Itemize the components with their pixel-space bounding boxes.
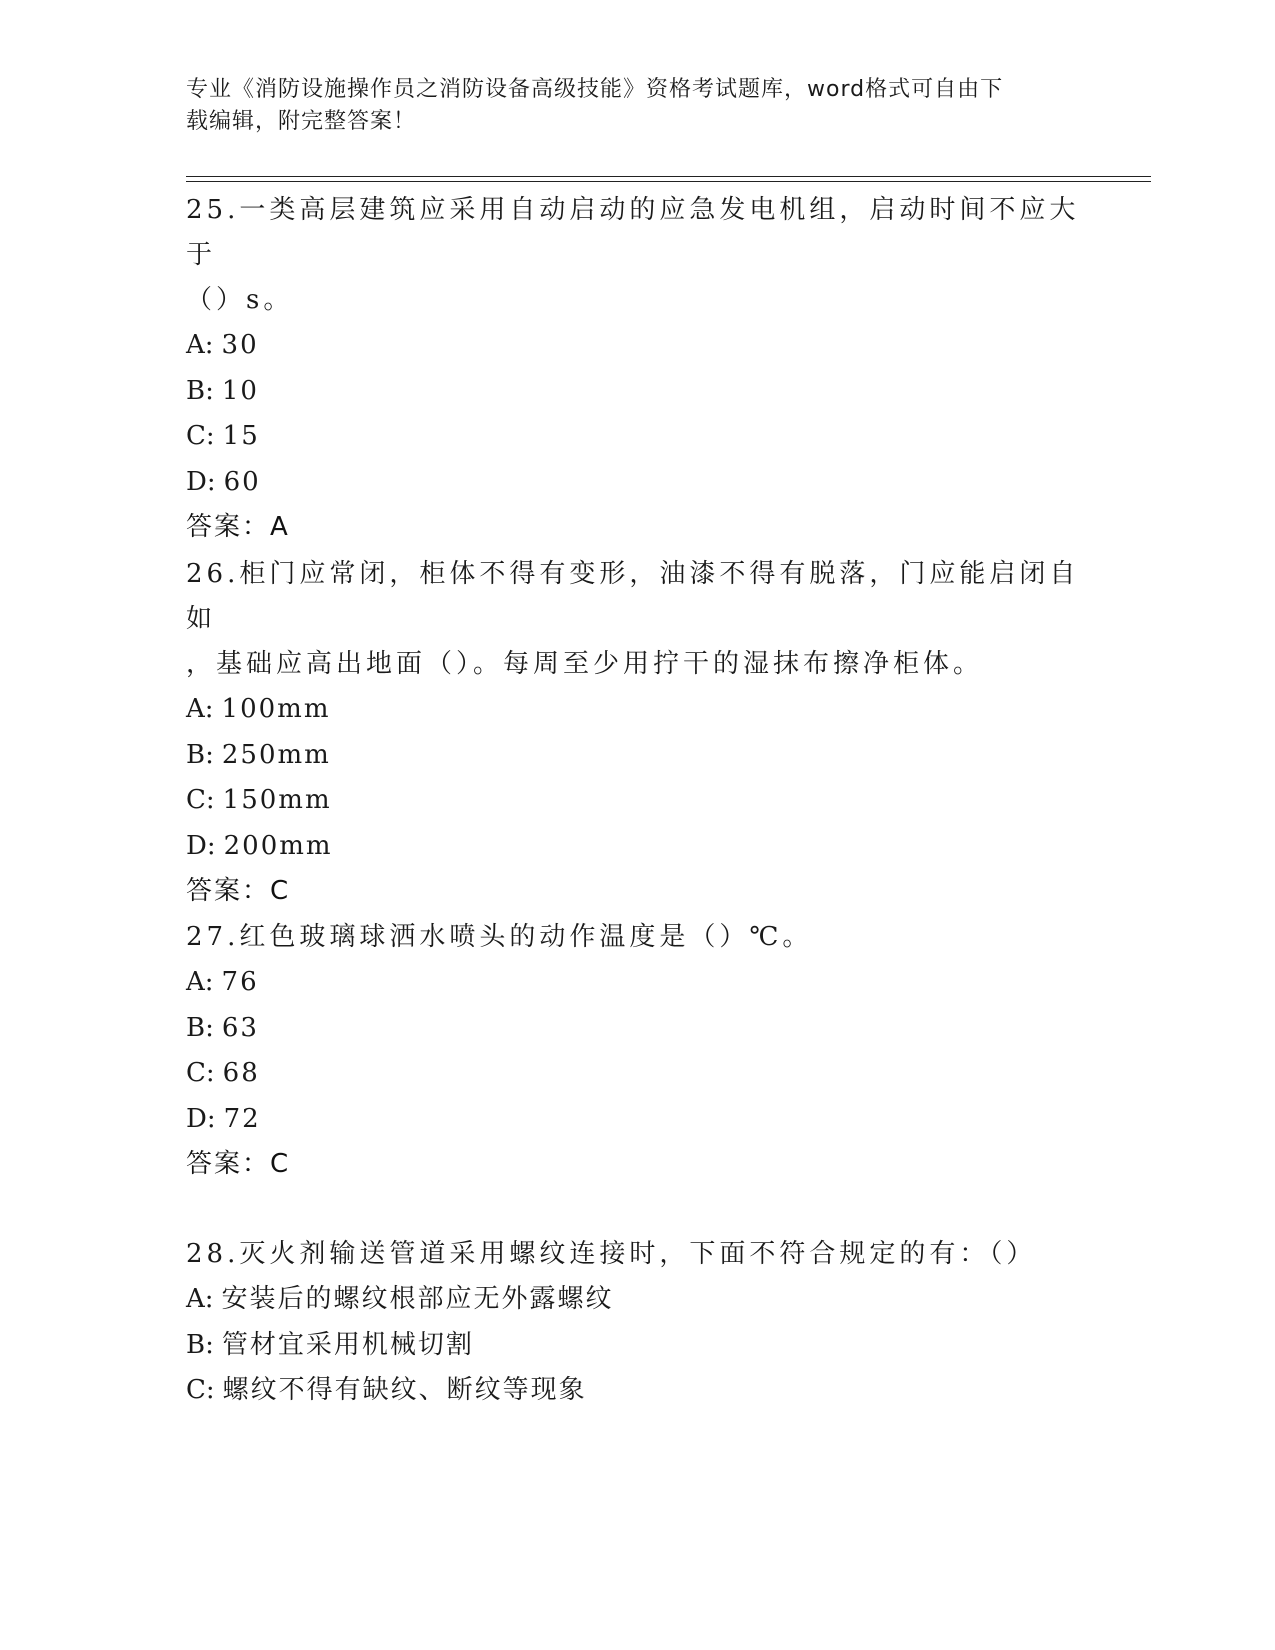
option-letter: D xyxy=(186,466,207,497)
header-divider-bottom xyxy=(186,181,1151,182)
option-d xyxy=(186,460,1086,506)
header-divider-top xyxy=(186,176,1151,177)
option-text: 10 xyxy=(221,375,259,406)
option-c xyxy=(186,1051,1086,1097)
option-b xyxy=(186,1006,1086,1052)
question-text-line-1: 25.一类高层建筑应采用自动启动的应急发电机组，启动时间不应大于 xyxy=(186,195,1080,270)
option-separator: : xyxy=(205,375,216,406)
option-separator: : xyxy=(206,466,218,497)
option-text: 63 xyxy=(221,1012,259,1043)
option-text: 150mm xyxy=(222,785,332,815)
option-separator: : xyxy=(205,785,217,815)
option-text: 30 xyxy=(221,330,259,360)
option-separator: : xyxy=(205,1058,217,1088)
question-26 xyxy=(186,552,1086,914)
option-separator: : xyxy=(204,1284,216,1314)
answer-line: 答案：C xyxy=(186,1149,291,1179)
option-c xyxy=(186,414,1086,460)
option-separator: : xyxy=(206,830,218,861)
option-letter: B xyxy=(186,1329,206,1360)
option-text: 72 xyxy=(223,1103,261,1134)
question-text-line-1: 26.柜门应常闭，柜体不得有变形，油漆不得有脱落，门应能启闭自如 xyxy=(186,559,1080,634)
option-text: 15 xyxy=(222,421,260,451)
option-letter: B xyxy=(186,739,206,770)
document-header xyxy=(186,74,1076,138)
option-a xyxy=(186,687,1086,733)
option-text: 200mm xyxy=(223,830,333,861)
option-letter: A xyxy=(186,330,205,360)
option-text: 螺纹不得有缺纹、断纹等现象 xyxy=(222,1375,587,1405)
option-text: 76 xyxy=(221,967,259,997)
option-text: 安装后的螺纹根部应无外露螺纹 xyxy=(221,1284,614,1314)
option-letter: C xyxy=(186,785,206,815)
option-separator: : xyxy=(205,1375,217,1405)
option-a xyxy=(186,960,1086,1006)
option-separator: : xyxy=(204,330,216,360)
option-letter: D xyxy=(186,1103,207,1134)
option-letter: A xyxy=(186,967,205,997)
option-letter: A xyxy=(186,1284,205,1314)
option-c xyxy=(186,778,1086,824)
answer-line: 答案：C xyxy=(186,876,291,906)
option-text: 管材宜采用机械切割 xyxy=(221,1329,474,1360)
question-text-line-2: （）s。 xyxy=(186,285,294,315)
option-text: 68 xyxy=(222,1058,260,1088)
option-separator: : xyxy=(205,421,217,451)
option-letter: D xyxy=(186,830,207,861)
option-separator: : xyxy=(205,1329,216,1360)
option-separator: : xyxy=(204,694,216,724)
header-line-1: 专业《消防设施操作员之消防设备高级技能》资格考试题库，word格式可自由下 xyxy=(186,77,1004,102)
question-28 xyxy=(186,1232,1086,1414)
option-a xyxy=(186,1277,1086,1323)
option-letter: B xyxy=(186,1012,206,1043)
option-b xyxy=(186,369,1086,415)
option-separator: : xyxy=(204,967,216,997)
option-c xyxy=(186,1368,1086,1414)
option-letter: A xyxy=(186,694,205,724)
option-text: 100mm xyxy=(221,694,331,724)
question-27 xyxy=(186,915,1086,1187)
option-letter: C xyxy=(186,421,206,451)
question-text-line-2: ，基础应高出地面（）。每周至少用拧干的湿抹布擦净柜体。 xyxy=(186,649,984,679)
option-letter: B xyxy=(186,375,206,406)
header-line-2: 载编辑，附完整答案！ xyxy=(186,109,417,134)
option-a xyxy=(186,323,1086,369)
option-separator: : xyxy=(205,1012,216,1043)
option-b xyxy=(186,733,1086,779)
option-text: 60 xyxy=(223,466,261,497)
option-text: 250mm xyxy=(221,739,331,770)
question-text-line-1: 27.红色玻璃球洒水喷头的动作温度是（）℃。 xyxy=(186,922,813,952)
option-b xyxy=(186,1323,1086,1369)
option-d xyxy=(186,1097,1086,1143)
option-letter: C xyxy=(186,1375,206,1405)
option-separator: : xyxy=(206,1103,218,1134)
option-letter: C xyxy=(186,1058,206,1088)
option-separator: : xyxy=(205,739,216,770)
option-d xyxy=(186,824,1086,870)
question-text-line-1: 28.灭火剂输送管道采用螺纹连接时，下面不符合规定的有：（） xyxy=(186,1239,1037,1269)
question-25 xyxy=(186,188,1086,550)
answer-line: 答案：A xyxy=(186,512,290,542)
